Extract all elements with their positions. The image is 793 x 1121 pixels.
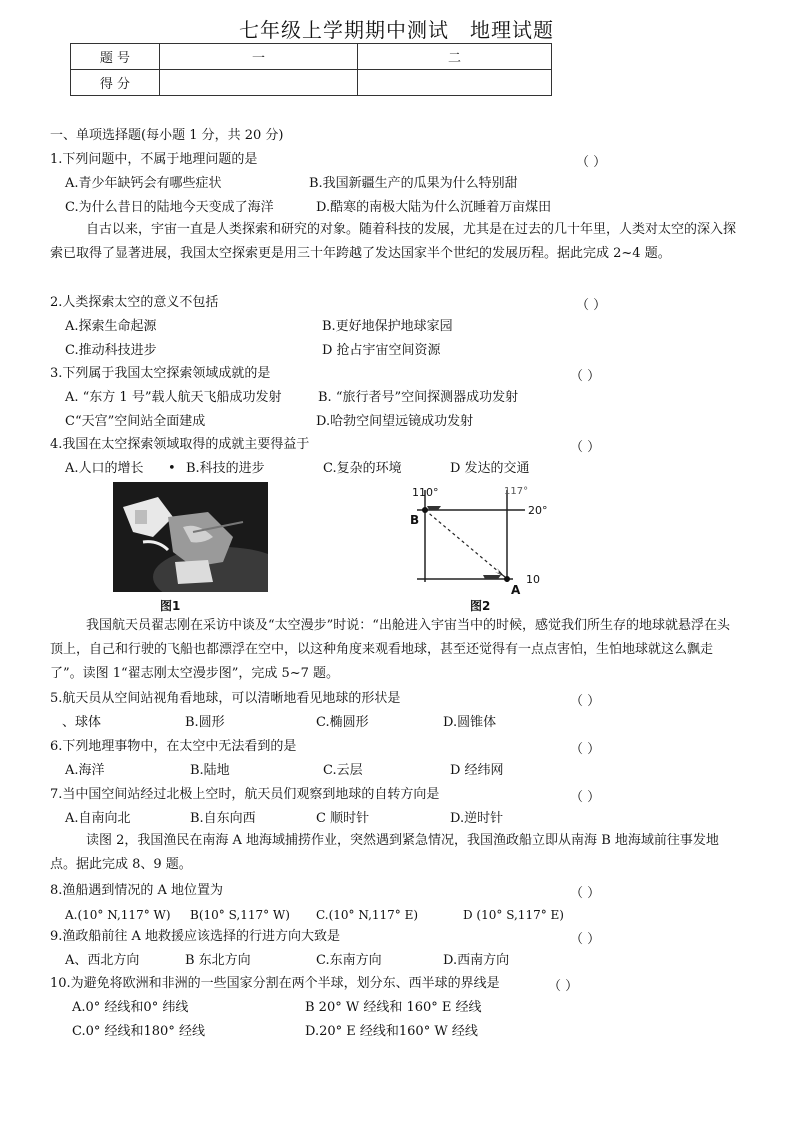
option-a: A.探索生命起源 bbox=[65, 319, 157, 334]
lon-110-label: 110° bbox=[412, 486, 439, 499]
section-heading: 一、单项选择题(每小题 1 分，共 20 分) bbox=[50, 128, 284, 143]
question-stem: 10.为避免将欧洲和非洲的一些国家分割在两个半球，划分东、西半球的界线是 bbox=[50, 976, 500, 991]
option-b: B.更好地保护地球家园 bbox=[322, 319, 453, 334]
option-a: A.(10° N,117° W) bbox=[65, 908, 171, 922]
option-b: B.科技的进步 bbox=[186, 461, 265, 476]
option-b: B.圆形 bbox=[185, 715, 225, 730]
question-stem: 6.下列地理事物中，在太空中无法看到的是 bbox=[50, 739, 297, 754]
score-table bbox=[70, 43, 552, 96]
option-c: C.复杂的环境 bbox=[323, 461, 402, 476]
point-a-label: A bbox=[511, 583, 521, 597]
option-d: D.酷寒的南极大陆为什么沉睡着万亩煤田 bbox=[316, 200, 552, 215]
option-d: D.西南方向 bbox=[443, 953, 510, 968]
page-title: 七年级上学期期中测试 地理试题 bbox=[239, 18, 554, 42]
lat-10-label: 10 bbox=[526, 573, 540, 586]
question-stem: 7.当中国空间站经过北极上空时，航天员们观察到地球的自转方向是 bbox=[50, 787, 440, 802]
reading-passage: 读图 2，我国渔民在南海 A 地海域捕捞作业，突然遇到紧急情况，我国渔政船立即从南海 B 地海域前往事发地点。据此完成 8、9 题。 bbox=[50, 833, 719, 872]
option-d: D.20° E 经线和160° W 经线 bbox=[305, 1024, 478, 1039]
reading-passage: 我国航天员翟志刚在采访中谈及“太空漫步”时说：“出舱进入宇宙当中的时候，感觉我们所生存的地球就悬浮在头顶上，自己和行驶的飞船也都漂浮在空中，以这种角度来观看地球，甚至还觉得有一点点害怕，生怕地球就这么飘走了”。读图 1“翟志刚太空漫步图”，完成 5~7 题。 bbox=[50, 618, 730, 681]
option-a: A.人口的增长 bbox=[65, 461, 144, 476]
answer-bracket[interactable]: （ ） bbox=[576, 298, 607, 313]
option-d: D 经纬网 bbox=[450, 763, 504, 778]
question-stem: 4.我国在太空探索领域取得的成就主要得益于 bbox=[50, 437, 310, 452]
option-c: C“天宫”空间站全面建成 bbox=[65, 414, 206, 429]
option-d: D.圆锥体 bbox=[443, 715, 497, 730]
score-table-cell: 二 bbox=[358, 44, 552, 70]
option-d: D.哈勃空间望远镜成功发射 bbox=[316, 414, 474, 429]
option-b: B.陆地 bbox=[190, 763, 230, 778]
answer-bracket[interactable]: （ ） bbox=[570, 886, 601, 901]
figure-1-caption: 图1 bbox=[160, 599, 181, 613]
option-b: B 20° W 经线和 160° E 经线 bbox=[305, 1000, 482, 1015]
answer-bracket[interactable]: （ ） bbox=[570, 369, 601, 384]
option-d: D.逆时针 bbox=[450, 811, 504, 826]
option-c: C.云层 bbox=[323, 763, 363, 778]
lon-right-label: 117° bbox=[504, 486, 529, 497]
option-a: 、球体 bbox=[62, 715, 102, 730]
question-stem: 5.航天员从空间站视角看地球，可以清晰地看见地球的形状是 bbox=[50, 691, 401, 706]
option-b: B 东北方向 bbox=[185, 953, 251, 968]
lat-20-label: 20° bbox=[528, 504, 548, 517]
option-d: D (10° S,117° E) bbox=[463, 908, 564, 922]
answer-bracket[interactable]: （ ） bbox=[570, 742, 601, 757]
bullet-dot: • bbox=[168, 461, 176, 476]
score-table-cell: 得 分 bbox=[71, 70, 160, 96]
option-b: B(10° S,117° W) bbox=[190, 908, 290, 922]
option-a: A.海洋 bbox=[65, 763, 105, 778]
answer-bracket[interactable]: （ ） bbox=[570, 932, 601, 947]
option-c: C.推动科技进步 bbox=[65, 343, 157, 358]
score-input-cell[interactable] bbox=[358, 70, 552, 96]
option-a: A.自南向北 bbox=[65, 811, 131, 826]
option-a: A、西北方向 bbox=[65, 953, 140, 968]
question-stem: 9.渔政船前往 A 地救援应该选择的行进方向大致是 bbox=[50, 929, 341, 944]
question-stem: 1.下列问题中，不属于地理问题的是 bbox=[50, 152, 258, 167]
option-a: A.0° 经线和0° 纬线 bbox=[72, 1000, 189, 1015]
reading-passage: 自古以来，宇宙一直是人类探索和研究的对象。随着科技的发展，尤其是在过去的几十年里，人类对太空的深入探索已取得了显著进展，我国太空探索更是用三十年跨越了发达国家半个世纪的发展历程。据此完成 2~4 题。 bbox=[50, 222, 737, 261]
answer-bracket[interactable]: （ ） bbox=[548, 979, 579, 994]
option-c: C 顺时针 bbox=[316, 811, 370, 826]
question-stem: 8.渔船遇到情况的 A 地位置为 bbox=[50, 883, 224, 898]
answer-bracket[interactable]: （ ） bbox=[570, 790, 601, 805]
option-c: C.为什么昔日的陆地今天变成了海洋 bbox=[65, 200, 274, 215]
option-b: B.我国新疆生产的瓜果为什么特别甜 bbox=[309, 176, 518, 191]
score-input-cell[interactable] bbox=[160, 70, 358, 96]
score-table-cell: 一 bbox=[160, 44, 358, 70]
question-stem: 2.人类探索太空的意义不包括 bbox=[50, 295, 219, 310]
option-a: A.青少年缺钙会有哪些症状 bbox=[65, 176, 222, 191]
figure-2-caption: 图2 bbox=[470, 599, 491, 613]
option-c: C.(10° N,117° E) bbox=[316, 908, 419, 922]
option-b: B.自东向西 bbox=[190, 811, 256, 826]
option-c: C.0° 经线和180° 经线 bbox=[72, 1024, 205, 1039]
option-c: C.椭圆形 bbox=[316, 715, 369, 730]
figure-1-astronaut-image bbox=[113, 482, 268, 592]
answer-bracket[interactable]: （ ） bbox=[576, 155, 607, 170]
point-b-label: B bbox=[410, 513, 420, 527]
option-a: A. “东方 1 号”载人航天飞船成功发射 bbox=[65, 390, 282, 405]
answer-bracket[interactable]: （ ） bbox=[570, 440, 601, 455]
question-stem: 3.下列属于我国太空探索领域成就的是 bbox=[50, 366, 271, 381]
option-b: B. “旅行者号”空间探测器成功发射 bbox=[318, 390, 519, 405]
score-table-cell: 题 号 bbox=[71, 44, 160, 70]
option-c: C.东南方向 bbox=[316, 953, 382, 968]
option-d: D 抢占宇宙空间资源 bbox=[322, 343, 441, 358]
answer-bracket[interactable]: （ ） bbox=[570, 694, 601, 709]
option-d: D 发达的交通 bbox=[450, 461, 530, 476]
